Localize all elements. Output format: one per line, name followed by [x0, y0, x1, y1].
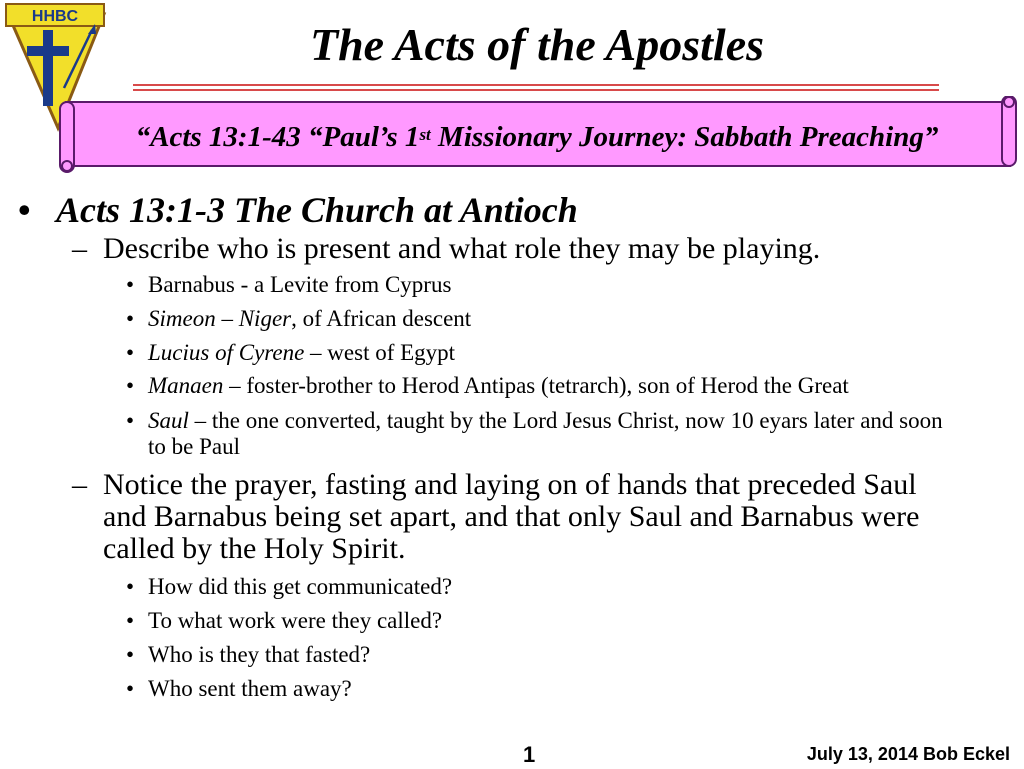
sub-bullet-text: Notice the prayer, fasting and laying on of hands that preceded Saul and Barnabus being set apart, and that only Saul and Barnabus were called by the Holy Spirit.: [103, 468, 920, 565]
bullet-glyph: •: [126, 642, 135, 667]
logo-text: HHBC: [31, 8, 79, 25]
sub-bullet-notice: [0, 469, 1000, 565]
person-description: – foster-brother to Herod Antipas (tetrarch), son of Herod the Great: [223, 373, 849, 398]
question-text: How did this get communicated?: [148, 574, 453, 599]
list-item-manaen: [0, 373, 1000, 399]
bullet-glyph: •: [126, 340, 135, 365]
bullet-glyph: •: [126, 408, 135, 433]
bullet-heading: [0, 188, 1000, 232]
question-item: [0, 641, 1000, 668]
bullet-glyph: •: [126, 272, 135, 297]
footer-date-author: July 13, 2014 Bob Eckel: [806, 744, 1010, 764]
bullet-glyph: •: [126, 306, 135, 331]
question-text: To what work were they called?: [148, 608, 443, 633]
question-item: [0, 607, 1000, 634]
heading-text: Acts 13:1-3 The Church at Antioch: [56, 190, 578, 230]
list-item-barnabus: [0, 271, 1000, 298]
bullet-glyph: •: [126, 373, 135, 398]
person-description: – the one converted, taught by the Lord Jesus Christ, now 10 eyars later and soon to be Paul: [148, 408, 943, 459]
bullet-glyph: •: [18, 190, 31, 230]
list-item-simeon: [0, 305, 1000, 332]
person-name: Manaen: [148, 373, 224, 398]
dash-glyph: –: [72, 232, 87, 265]
subtitle-text-end: Missionary Journey: Sabbath Preaching”: [430, 121, 939, 153]
title-underline-top: [133, 84, 939, 86]
question-text: Who is they that fasted?: [148, 642, 371, 667]
person-description: – west of Egypt: [304, 340, 456, 365]
sub-bullet-describe: [0, 233, 1000, 265]
list-item-saul: [0, 408, 1000, 460]
slide-subtitle: [64, 117, 1010, 157]
bullet-glyph: •: [126, 574, 135, 599]
bullet-glyph: •: [126, 676, 135, 701]
person-name: Saul: [148, 408, 189, 433]
question-item: [0, 675, 1000, 702]
slide-title: The Acts of the Apostles: [309, 19, 765, 70]
person-description: , of African descent: [291, 306, 472, 331]
person-name: Simeon – Niger: [148, 306, 292, 331]
subtitle-text-start: “Acts 13:1-43 “Paul’s 1: [135, 121, 420, 153]
title-underline-bottom: [133, 89, 939, 91]
bullet-glyph: •: [126, 608, 135, 633]
slide-number: 1: [523, 742, 536, 767]
subtitle-superscript: st: [419, 125, 431, 144]
list-item-lucius: [0, 339, 1000, 366]
dash-glyph: –: [72, 468, 87, 501]
sub-bullet-text: Describe who is present and what role they may be playing.: [103, 232, 821, 265]
slide-body: [0, 188, 1000, 702]
person-name: Lucius of Cyrene: [148, 340, 305, 365]
question-item: [0, 573, 1000, 600]
question-text: Who sent them away?: [148, 676, 352, 701]
person-description: Barnabus - a Levite from Cyprus: [148, 272, 452, 297]
